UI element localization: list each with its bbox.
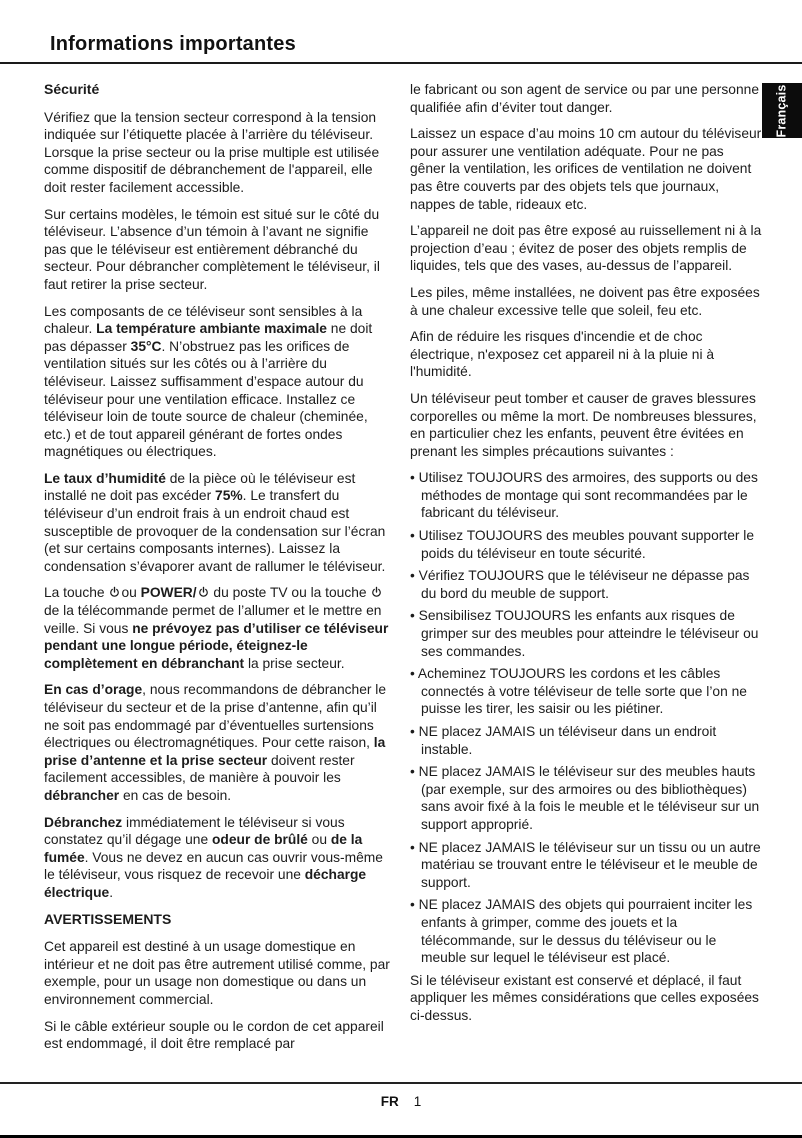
text: NE placez JAMAIS le téléviseur sur un tissu ou un autre matériau se trouvant entre le téléviseur et le meuble de support. <box>418 839 761 890</box>
text-bold: débrancher <box>44 787 120 803</box>
text: Un téléviseur peut tomber et causer de graves blessures corporelles ou même la mort. De nombreuses blessures, en particulier chez les enfants, peuvent être évitées en prenant les simples précautions suivantes : <box>410 390 757 459</box>
text: Vérifiez TOUJOURS que le téléviseur ne dépasse pas du bord du meuble de support. <box>418 568 750 601</box>
text: Sécurité <box>44 81 100 97</box>
text: immédiatement le téléviseur si vous constatez qu’il dégage une <box>44 814 345 848</box>
paragraph <box>44 938 391 1008</box>
footer-divider <box>0 1082 802 1084</box>
paragraph <box>44 1018 391 1053</box>
paragraph <box>44 681 391 804</box>
column-right <box>410 81 762 1034</box>
text: Si le câble extérieur souple ou le cordon de cet appareil est endommagé, il doit être remplacé par <box>44 1018 384 1052</box>
paragraph <box>44 814 391 902</box>
text-bold: la prise d’antenne et la prise secteur <box>44 735 386 768</box>
text: de la pièce où le téléviseur est installé ne doit pas excéder <box>44 470 356 504</box>
text-bold: de la fumée <box>44 832 363 865</box>
text: Utilisez TOUJOURS des armoires, des supports ou des méthodes de montage qui sont recommandées par le fabricant du téléviseur. <box>418 470 758 521</box>
text: La touche <box>44 585 109 601</box>
footer-language-code: FR <box>380 1094 399 1109</box>
page-footer <box>0 1094 802 1109</box>
text: Afin de réduire les risques d'incendie et de choc électrique, n'exposez cet appareil ni à la pluie ni à l'humidité. <box>410 329 715 380</box>
text: . N’obstruez pas les orifices de ventilation situés sur les côtés ou à l’arrière du téléviseur. Laissez suffisamment d’espace autour du téléviseur pour une ventilation efficace. Installez ce téléviseur loin de toute source de chaleur (cheminée, etc.) et de tout appareil générant de fortes ondes magnétiques ou électriques. <box>44 338 368 460</box>
text: Vérifiez que la tension secteur correspond à la tension indiquée sur l’étiquette placée à l’arrière du téléviseur. Lorsque la prise secteur ou la prise multiple est utilisée comme dispositif de débranchement de l'appareil, elle doit rester facilement accessible. <box>44 109 380 195</box>
text: en cas de besoin. <box>119 787 232 803</box>
text-bold: ne prévoyez pas d’utiliser ce téléviseur pendant une longue période, éteignez-le complètement en débranchant <box>44 620 389 671</box>
text: la prise secteur. <box>244 655 345 671</box>
bullet-item <box>410 469 762 522</box>
text: Sensibilisez TOUJOURS les enfants aux risques de grimper sur des meubles pour atteindre le téléviseur ou ses commandes. <box>418 608 759 659</box>
bullet-item <box>410 527 762 562</box>
text: Laissez un espace d’au moins 10 cm autour du téléviseur pour assurer une ventilation adéquate. Pour ne pas gêner la ventilation, les orifices de ventilation ne doivent pas être couverts par des objets tels que journaux, nappes de table, rideaux etc. <box>410 126 762 212</box>
paragraph <box>410 222 762 275</box>
text-bold: 35°C <box>130 338 162 354</box>
text: L’appareil ne doit pas être exposé au ruissellement ni à la projection d’eau ; évitez de poser des objets remplis de liquides, tels que des vases, au-dessus de l’appareil. <box>410 223 762 274</box>
bullet-item <box>410 567 762 602</box>
bullet-marker: • <box>410 608 419 624</box>
footer-page-number: 1 <box>413 1094 422 1109</box>
text-bold: La température ambiante maximale <box>96 321 327 337</box>
text: . Le transfert du téléviseur d’un endroit frais à un endroit chaud est susceptible de provoquer de la condensation sur l’écran (et sur certains composants internes). Laissez la condensation s’évaporer avant de rallumer le téléviseur. <box>44 488 386 574</box>
bullet-item <box>410 665 762 718</box>
paragraph <box>410 81 762 116</box>
power-icon <box>371 586 382 599</box>
text: ou <box>121 585 141 601</box>
paragraph <box>44 206 391 294</box>
text: NE placez JAMAIS le téléviseur sur des meubles hauts (par exemple, sur des armoires ou des bibliothèques) sans avoir fixé à la fois le meuble et le téléviseur sur un support approprié. <box>418 764 760 832</box>
paragraph <box>410 972 762 1025</box>
paragraph <box>44 470 391 576</box>
paragraph <box>410 390 762 460</box>
bullet-marker: • <box>410 568 419 584</box>
text: Cet appareil est destiné à un usage domestique en intérieur et ne doit pas être autrement utilisé comme, par exemple, pour un usage non domestique ou dans un environnement commercial. <box>44 939 390 1007</box>
bullet-marker: • <box>410 764 419 780</box>
section-heading <box>44 911 391 929</box>
text: , nous recommandons de débrancher le téléviseur du secteur et de la prise d’antenne, afin qu’il ne soit pas endommagé par d’éventuelles surtensions électriques ou électromagnétiques. Pour cette raison, <box>44 682 387 751</box>
text: NE placez JAMAIS des objets qui pourraient inciter les enfants à grimper, comme des jouets et la télécommande, sur le dessus du téléviseur ou le meuble sur lequel le téléviseur est placé. <box>418 897 753 966</box>
text: de la télécommande permet de l’allumer et le mettre en veille. Si vous <box>44 603 382 636</box>
text: doivent rester facilement accessibles, de manière à pouvoir les <box>44 752 355 786</box>
text: ou <box>307 832 331 848</box>
bullet-item <box>410 763 762 833</box>
text-bold: décharge électrique <box>44 867 367 900</box>
bullet-item <box>410 607 762 660</box>
text-bold: 75% <box>215 488 243 504</box>
text: Sur certains modèles, le témoin est situé sur le côté du téléviseur. L’absence d’un témoin à l’avant ne signifie pas que le téléviseur est entièrement débranché du secteur. Pour débrancher complètement le téléviseur, il faut retirer la prise secteur. <box>44 206 380 292</box>
text: ne doit pas dépasser <box>44 321 373 354</box>
paragraph <box>410 125 762 213</box>
bullet-marker: • <box>410 724 419 739</box>
power-icon <box>109 586 120 599</box>
bullet-marker: • <box>410 470 419 486</box>
paragraph <box>44 109 391 197</box>
bullet-marker: • <box>410 897 419 913</box>
power-icon <box>198 586 209 599</box>
page-title: Informations importantes <box>50 33 296 55</box>
language-tab-label: Français <box>775 83 789 138</box>
text-bold: POWER/ <box>140 585 197 601</box>
bullet-marker: • <box>410 839 419 855</box>
paragraph <box>44 303 391 461</box>
bullet-item <box>410 839 762 892</box>
text: du poste TV ou la touche <box>209 585 371 601</box>
text: Les composants de ce téléviseur sont sensibles à la chaleur. <box>44 303 363 337</box>
text: Acheminez TOUJOURS les cordons et les câbles connectés à votre téléviseur de telle sorte que l’on ne puisse les tirer, les saisir ou les piétiner. <box>417 666 747 717</box>
text-bold: Débranchez <box>44 814 123 830</box>
text: le fabricant ou son agent de service ou par une personne qualifiée afin d’éviter tout danger. <box>410 82 759 115</box>
bullet-item <box>410 896 762 966</box>
text-bold: Le taux d’humidité <box>44 470 166 486</box>
paragraph <box>44 584 391 672</box>
text: Si le téléviseur existant est conservé et déplacé, il faut appliquer les mêmes considérations que celles exposées ci-dessus. <box>410 972 759 1023</box>
text: Les piles, même installées, ne doivent pas être exposées à une chaleur excessive telle que soleil, feu etc. <box>410 284 760 318</box>
text: NE placez JAMAIS un téléviseur dans un endroit instable. <box>418 724 717 757</box>
text: AVERTISSEMENTS <box>44 910 172 927</box>
bullet-marker: • <box>410 666 418 682</box>
column-left <box>44 81 391 1062</box>
text-bold: odeur de brûlé <box>212 832 308 848</box>
title-divider <box>0 62 802 64</box>
text: Utilisez TOUJOURS des meubles pouvant supporter le poids du téléviseur en toute sécurité. <box>418 528 755 561</box>
language-tab-francais <box>762 83 802 138</box>
paragraph <box>410 328 762 381</box>
section-heading <box>44 81 391 99</box>
bullet-item <box>410 723 762 758</box>
text-bold: En cas d’orage <box>44 682 143 698</box>
bullet-marker: • <box>410 528 419 544</box>
text: . <box>109 884 114 900</box>
paragraph <box>410 284 762 319</box>
text: . Vous ne devez en aucun cas ouvrir vous-même le téléviseur, vous risquez de recevoir une <box>44 849 383 883</box>
